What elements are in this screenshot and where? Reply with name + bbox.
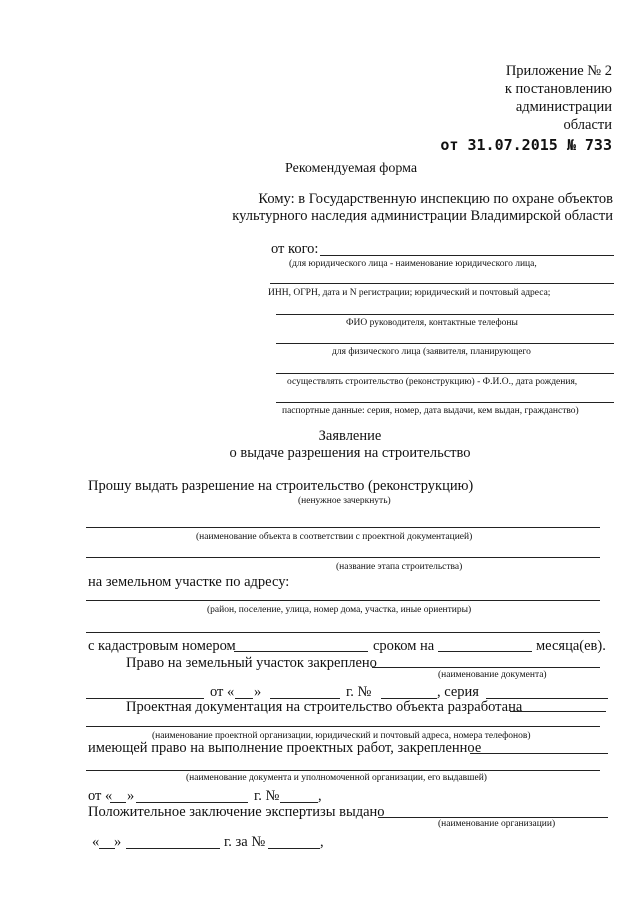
license-line-2[interactable] xyxy=(86,770,600,771)
title-line-1: Заявление xyxy=(318,428,382,444)
request-text: Прошу выдать разрешение на строительство (реконструкцию) xyxy=(88,478,474,494)
sender-line-3[interactable] xyxy=(276,314,614,315)
license-comma: , xyxy=(318,788,322,804)
license-day-field[interactable] xyxy=(110,802,126,803)
sender-line-5[interactable] xyxy=(276,373,614,374)
expertise-month-field[interactable] xyxy=(126,848,220,849)
recipient-line-1: Кому: в Государственную инспекцию по охране объектов xyxy=(258,191,613,207)
appendix-stamp: от 31.07.2015 № 733 xyxy=(440,136,612,154)
license-label: имеющей право на выполнение проектных работ, закрепленное xyxy=(88,740,482,756)
months-label: месяца(ев). xyxy=(536,638,606,654)
plot-address-label: на земельном участке по адресу: xyxy=(88,574,290,590)
recipient-line-2: культурного наследия администрации Владимирской области xyxy=(232,208,613,224)
stage-line[interactable] xyxy=(86,557,600,558)
title-line-2: о выдаче разрешения на строительство xyxy=(229,445,471,461)
address-line-2[interactable] xyxy=(86,632,600,633)
expertise-comma: , xyxy=(320,834,324,850)
form-label: Рекомендуемая форма xyxy=(285,161,418,176)
expertise-day-field[interactable] xyxy=(99,848,115,849)
address-hint: (район, поселение, улица, номер дома, участка, иные ориентиры) xyxy=(207,605,472,615)
sender-line-2[interactable] xyxy=(270,283,614,284)
cadastral-field[interactable] xyxy=(234,651,368,652)
object-name-line[interactable] xyxy=(86,527,600,528)
project-docs-field[interactable] xyxy=(510,711,606,712)
license-quote-close: » xyxy=(127,788,135,804)
license-month-field[interactable] xyxy=(136,802,248,803)
appendix-line-3: администрации xyxy=(515,99,612,115)
sender-hint-2: ИНН, ОГРН, дата и N регистрации; юридический и почтовый адреса; xyxy=(268,288,551,298)
expertise-quote-close: » xyxy=(114,834,122,850)
expertise-label: Положительное заключение экспертизы выдано xyxy=(88,804,385,820)
expertise-number-field[interactable] xyxy=(268,848,320,849)
sender-label: от кого: xyxy=(271,241,319,257)
land-series-label: , серия xyxy=(437,684,479,700)
license-field[interactable] xyxy=(470,753,608,754)
appendix-line-2: к постановлению xyxy=(504,81,612,97)
expertise-year-no: г. за № xyxy=(224,834,266,850)
appendix-line-4: области xyxy=(563,117,612,133)
sender-line-6[interactable] xyxy=(276,402,614,403)
sender-hint-3: ФИО руководителя, контактные телефоны xyxy=(346,318,518,328)
expertise-hint: (наименование организации) xyxy=(438,819,556,829)
address-line[interactable] xyxy=(86,600,600,601)
sender-hint-6: паспортные данные: серия, номер, дата выдачи, кем выдан, гражданство) xyxy=(282,406,579,416)
sender-line-1[interactable] xyxy=(320,255,614,256)
appendix-line-1: Приложение № 2 xyxy=(505,63,612,79)
project-org-line[interactable] xyxy=(86,726,600,727)
license-hint: (наименование документа и уполномоченной организации, его выдавшей) xyxy=(186,773,487,783)
doc-name-hint: (наименование документа) xyxy=(438,670,547,680)
term-field[interactable] xyxy=(438,651,532,652)
project-docs-label: Проектная документация на строительство объекта разработана xyxy=(126,699,523,715)
license-year-no: г. № xyxy=(254,788,280,804)
cadastral-label: с кадастровым номером xyxy=(88,638,236,654)
term-label: сроком на xyxy=(373,638,435,654)
sender-hint-1: (для юридического лица - наименование юридического лица, xyxy=(289,259,537,269)
expertise-quote-open: « xyxy=(92,834,100,850)
sender-line-4[interactable] xyxy=(276,343,614,344)
license-number-field[interactable] xyxy=(280,802,318,803)
land-year-no: г. № xyxy=(346,684,372,700)
land-right-label: Право на земельный участок закреплено xyxy=(126,655,377,671)
expertise-field[interactable] xyxy=(378,817,608,818)
org-hint: (наименование проектной организации, юридический и почтовый адреса, номера телефонов) xyxy=(152,731,531,741)
land-quote-close: » xyxy=(254,684,262,700)
request-hint: (ненужное зачеркнуть) xyxy=(298,496,391,506)
license-from-label: от « xyxy=(88,788,113,804)
sender-hint-5: осуществлять строительство (реконструкцию) - Ф.И.О., дата рождения, xyxy=(287,377,578,387)
stage-hint: (название этапа строительства) xyxy=(336,562,463,572)
object-hint: (наименование объекта в соответствии с проектной документацией) xyxy=(196,532,473,542)
sender-hint-4: для физического лица (заявителя, планирующего xyxy=(332,347,531,357)
land-right-field[interactable] xyxy=(372,667,600,668)
land-from-label: от « xyxy=(210,684,235,700)
